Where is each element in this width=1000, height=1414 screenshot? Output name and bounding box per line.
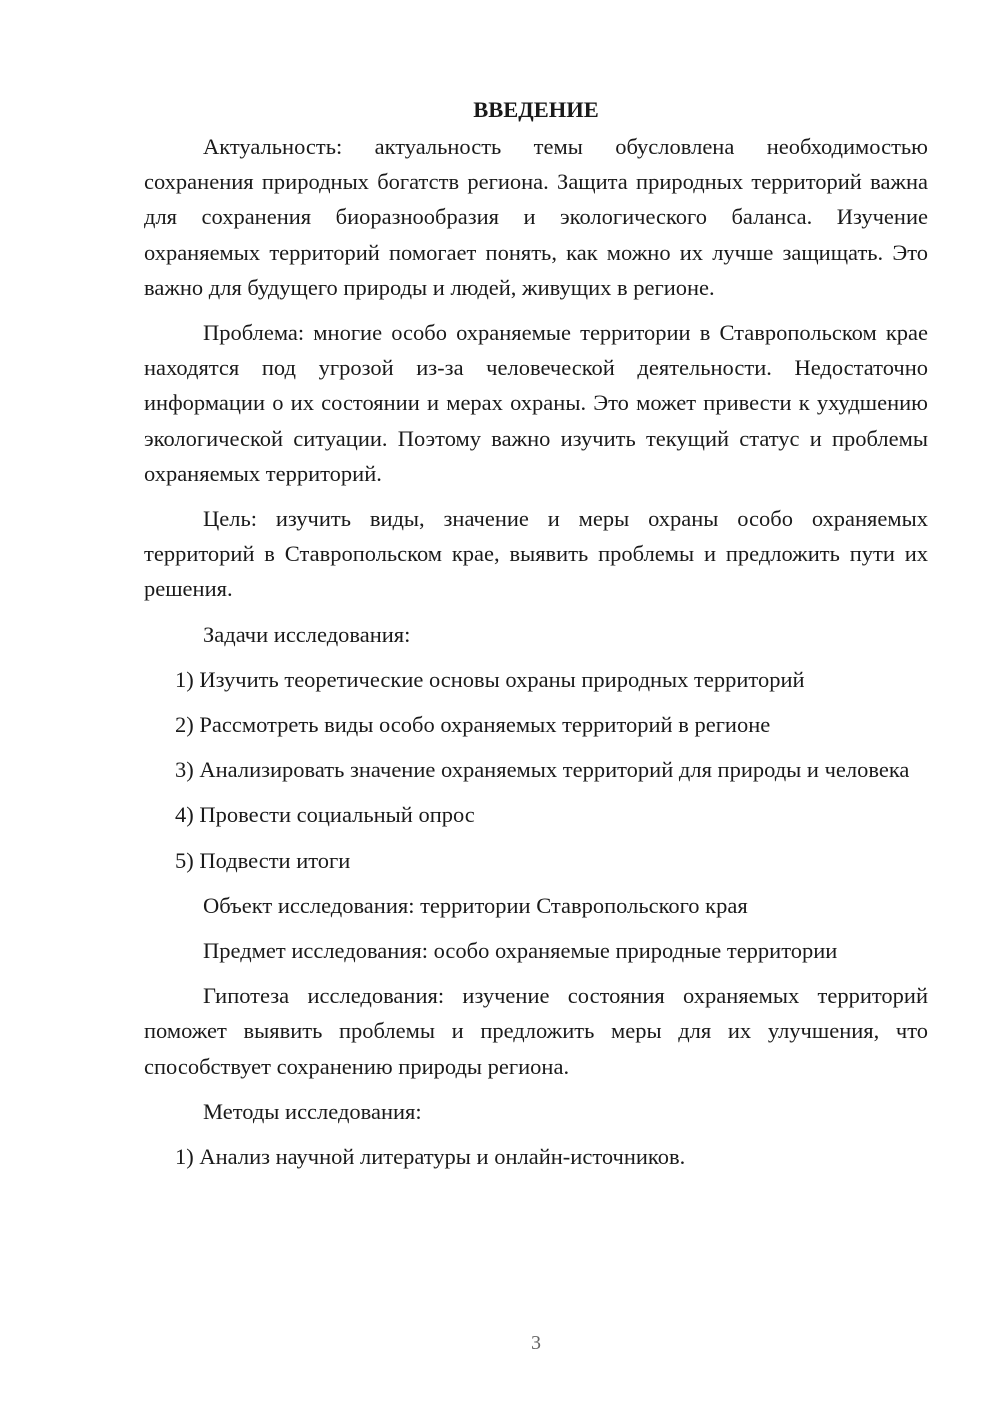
tasks-heading: Задачи исследования: — [203, 621, 411, 647]
task-item-5: 5) Подвести итоги — [175, 847, 351, 873]
task-item-3: 3) Анализировать значение охраняемых территорий для природы и человека — [175, 757, 910, 783]
page-content — [144, 92, 928, 1184]
task-item-2: 2) Рассмотреть виды особо охраняемых территорий в регионе — [175, 712, 771, 738]
subject-paragraph: Предмет исследования: особо охраняемые природные территории — [203, 938, 838, 964]
task-item-1: 1) Изучить теоретические основы охраны природных территорий — [175, 666, 805, 692]
page-number: 3 — [531, 1332, 541, 1354]
object-paragraph: Объект исследования: территории Ставропольского края — [203, 892, 748, 918]
hypothesis-paragraph: Гипотеза исследования: изучение состояния охраняемых территорий поможет выявить проблемы и предложить меры для их улучшения, что способствует сохранению природы региона. — [144, 983, 928, 1079]
section-title: ВВЕДЕНИЕ — [473, 97, 599, 122]
method-item-1: 1) Анализ научной литературы и онлайн-источников. — [175, 1144, 686, 1170]
task-item-4: 4) Провести социальный опрос — [175, 802, 475, 828]
problem-paragraph: Проблема: многие особо охраняемые территории в Ставропольском крае находятся под угрозой из-за человеческой деятельности. Недостаточно информации о их состоянии и мерах охраны. Это может привести к ухудшению экологической ситуации. Поэтому важно изучить текущий статус и проблемы охраняемых территорий. — [144, 320, 928, 486]
relevance-paragraph: Актуальность: актуальность темы обусловлена необходимостью сохранения природных богатств региона. Защита природных территорий важна для сохранения биоразнообразия и экологического баланса. Изучение охраняемых территорий помогает понять, как можно их лучше защищать. Это важно для будущего природы и людей, живущих в регионе. — [144, 134, 928, 300]
methods-heading: Методы исследования: — [203, 1098, 422, 1124]
goal-paragraph: Цель: изучить виды, значение и меры охраны особо охраняемых территорий в Ставропольском крае, выявить проблемы и предложить пути их решения. — [144, 506, 928, 602]
